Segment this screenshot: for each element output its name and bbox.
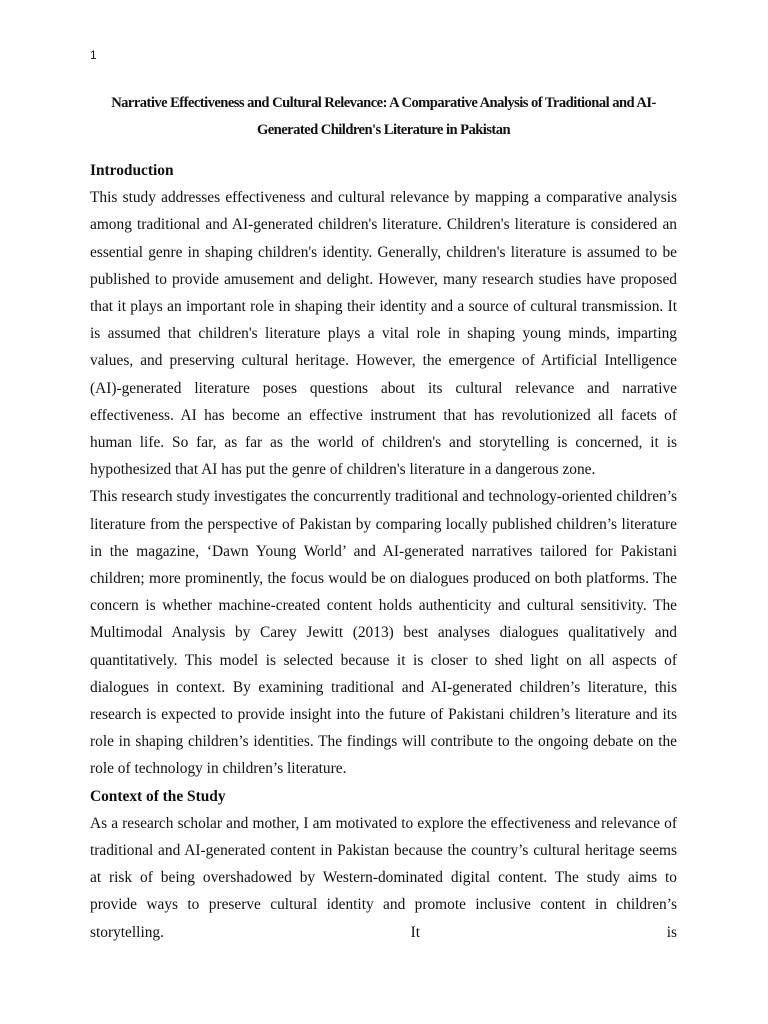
introduction-paragraph-1: This study addresses effectiveness and cultural relevance by mapping a comparative analysis among traditional and AI-generated children's literature. Children's literature is considered an essential genre in shaping children's identity. Generally, children's literature is assumed to be published to provide amusement and delight. However, many research studies have proposed that it plays an important role in shaping their identity and a source of cultural transmission. It is assumed that children's literature plays a vital role in shaping young minds, imparting values, and preserving cultural heritage. However, the emergence of Artificial Intelligence (AI)-generated literature poses questions about its cultural relevance and narrative effectiveness. AI has become an effective instrument that has revolutionized all facets of human life. So far, as far as the world of children's and storytelling is concerned, it is hypothesized that AI has put the genre of children's literature in a dangerous zone.	[90, 189, 677, 479]
context-paragraph-1: As a research scholar and mother, I am motivated to explore the effectiveness and relevance of traditional and AI-generated content in Pakistan because the country’s cultural heritage seems at risk of being overshadowed by Western-dominated digital content. The study aims to provide ways to preserve cultural identity and promote inclusive content in children’s storytelling. It is	[90, 814, 677, 941]
document-body	[90, 157, 677, 946]
document-title: Narrative Effectiveness and Cultural Relevance: A Comparative Analysis of Traditional and AI-Generated Children's Literature in Pakistan	[111, 95, 656, 138]
section-heading-introduction: Introduction	[90, 162, 174, 179]
page-number: 1	[90, 48, 97, 62]
introduction-paragraph-2: This research study investigates the concurrently traditional and technology-oriented children’s literature from the perspective of Pakistan by comparing locally published children’s literature in the magazine, ‘Dawn Young World’ and AI-generated narratives tailored for Pakistani children; more prominently, the focus would be on dialogues produced on both platforms. The concern is whether machine-created content holds authenticity and cultural sensitivity. The Multimodal Analysis by Carey Jewitt (2013) best analyses dialogues qualitatively and quantitatively. This model is selected because it is closer to shed light on all aspects of dialogues in context. By examining traditional and AI-generated children’s literature, this research is expected to provide insight into the future of Pakistani children’s literature and its role in shaping children’s identities. The findings will contribute to the ongoing debate on the role of technology in children’s literature.	[90, 488, 677, 778]
section-heading-context: Context of the Study	[90, 787, 226, 805]
